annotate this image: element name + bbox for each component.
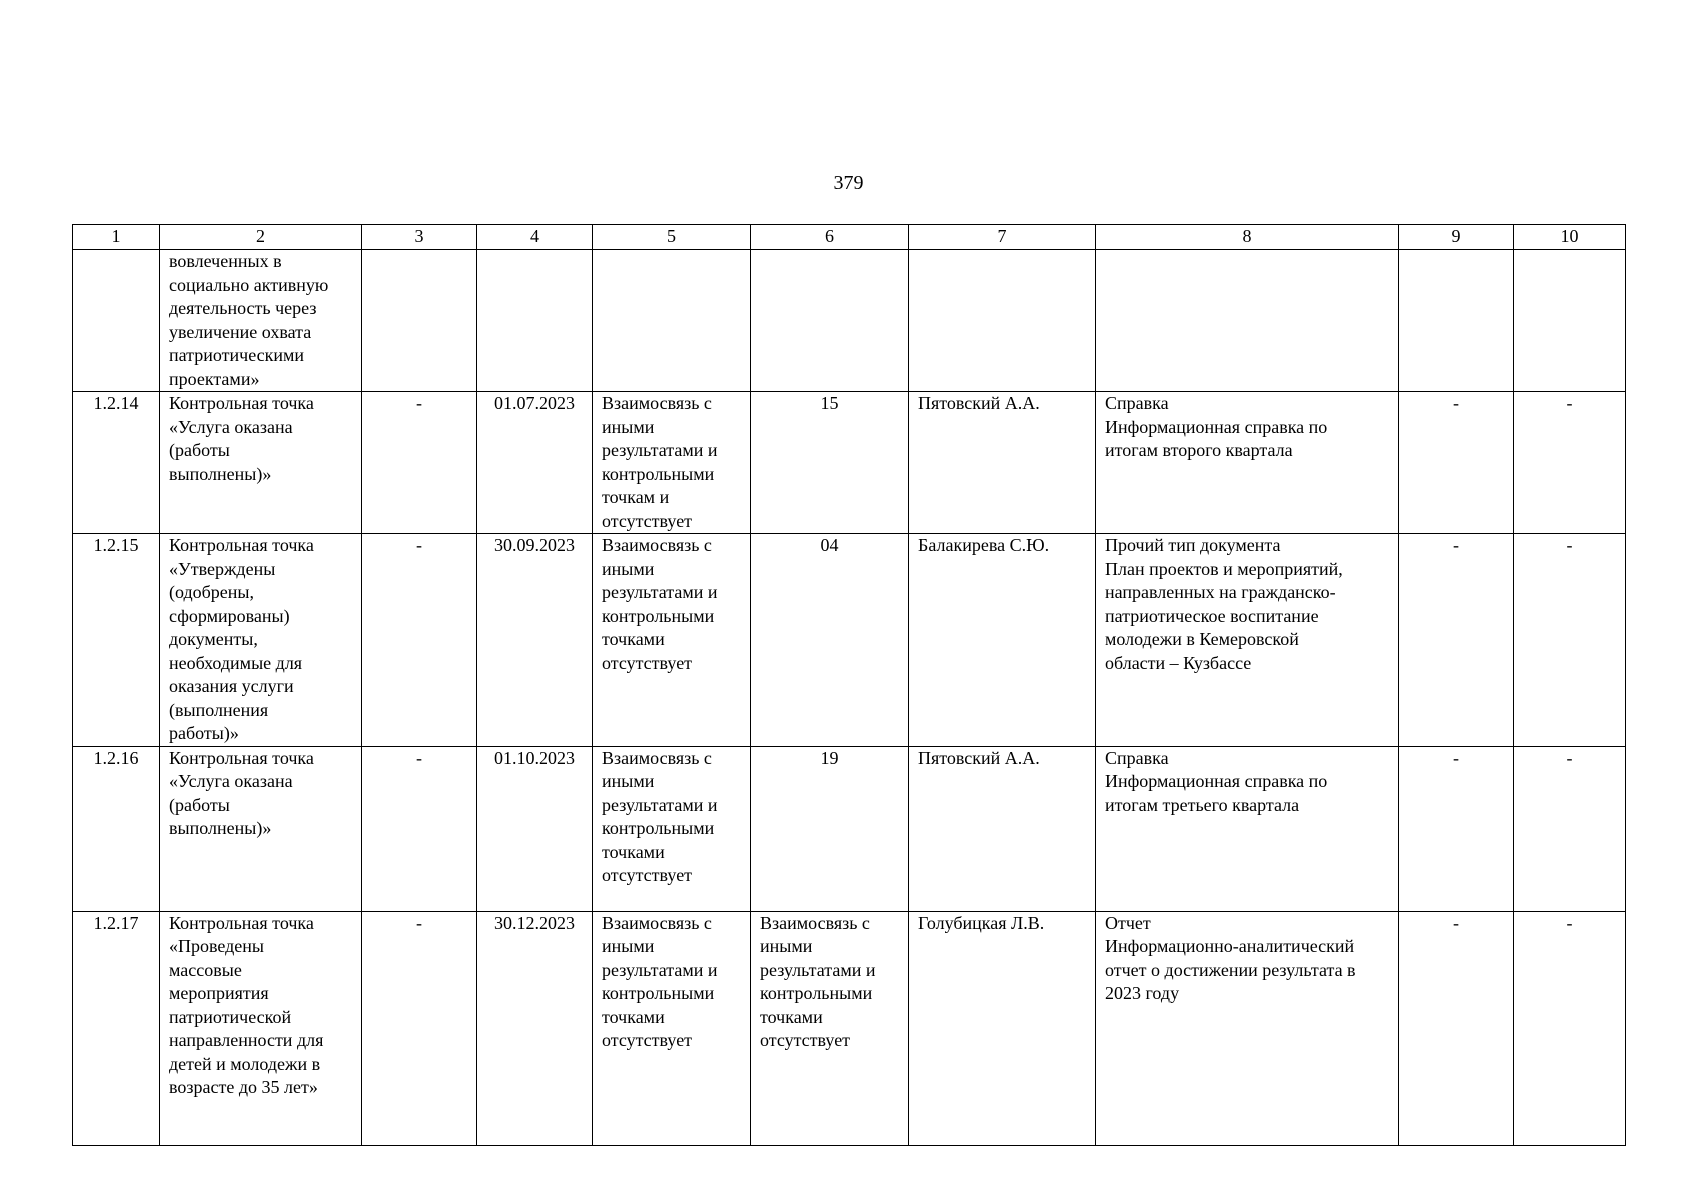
row-name: Контрольная точка «Услуга оказана (работы выполнены)» [160,392,362,534]
cell-col6 [751,250,909,392]
row-document: Прочий тип документа План проектов и мероприятий, направленных на гражданско- патриотическое воспитание молодежи в Кемеровской области – Кузбассе [1096,534,1399,747]
row-link: Взаимосвязь с иными результатами и контрольными точкам и отсутствует [593,392,751,534]
column-header: 3 [362,225,477,250]
cell-col10: - [1514,392,1626,534]
column-header: 10 [1514,225,1626,250]
row-date [477,250,593,392]
row-date: 30.12.2023 [477,911,593,1145]
control-points-table [72,224,1626,1146]
row-document: Справка Информационная справка по итогам второго квартала [1096,392,1399,534]
row-number: 1.2.15 [73,534,160,747]
page-number: 379 [833,172,864,194]
row-number: 1.2.14 [73,392,160,534]
row-date: 30.09.2023 [477,534,593,747]
cell-col9: - [1399,534,1514,747]
cell-col9: - [1399,911,1514,1145]
column-header: 1 [73,225,160,250]
column-header: 4 [477,225,593,250]
row-date: 01.10.2023 [477,746,593,911]
cell-col10: - [1514,746,1626,911]
table-row [73,392,1626,534]
table-row [73,911,1626,1145]
row-number: 1.2.16 [73,746,160,911]
cell-col9: - [1399,746,1514,911]
row-responsible: Голубицкая Л.В. [909,911,1096,1145]
row-link [593,250,751,392]
table-row [73,534,1626,747]
row-name: Контрольная точка «Утверждены (одобрены, сформированы) документы, необходимые для оказания услуги (выполнения работы)» [160,534,362,747]
table-row [73,250,1626,392]
row-responsible: Пятовский А.А. [909,746,1096,911]
cell-col3: - [362,534,477,747]
row-name: Контрольная точка «Услуга оказана (работы выполнены)» [160,746,362,911]
table-row [73,746,1626,911]
column-number-row [73,225,1626,250]
cell-col3: - [362,911,477,1145]
cell-col3 [362,250,477,392]
row-number [73,250,160,392]
cell-col9: - [1399,392,1514,534]
column-header: 8 [1096,225,1399,250]
cell-col6: 19 [751,746,909,911]
cell-col9 [1399,250,1514,392]
cell-col6: 04 [751,534,909,747]
cell-col10: - [1514,911,1626,1145]
row-link: Взаимосвязь с иными результатами и контрольными точками отсутствует [593,534,751,747]
row-date: 01.07.2023 [477,392,593,534]
cell-col6: 15 [751,392,909,534]
row-name: вовлеченных в социально активную деятельность через увеличение охвата патриотическими проектами» [160,250,362,392]
cell-col3: - [362,392,477,534]
row-responsible: Пятовский А.А. [909,392,1096,534]
row-responsible [909,250,1096,392]
column-header: 6 [751,225,909,250]
row-responsible: Балакирева С.Ю. [909,534,1096,747]
cell-col3: - [362,746,477,911]
row-document: Справка Информационная справка по итогам третьего квартала [1096,746,1399,911]
row-document [1096,250,1399,392]
cell-col10 [1514,250,1626,392]
cell-col10: - [1514,534,1626,747]
column-header: 9 [1399,225,1514,250]
cell-col6: Взаимосвязь с иными результатами и контрольными точками отсутствует [751,911,909,1145]
row-document: Отчет Информационно-аналитический отчет о достижении результата в 2023 году [1096,911,1399,1145]
row-link: Взаимосвязь с иными результатами и контрольными точками отсутствует [593,746,751,911]
row-link: Взаимосвязь с иными результатами и контрольными точками отсутствует [593,911,751,1145]
column-header: 2 [160,225,362,250]
row-number: 1.2.17 [73,911,160,1145]
column-header: 7 [909,225,1096,250]
column-header: 5 [593,225,751,250]
row-name: Контрольная точка «Проведены массовые мероприятия патриотической направленности для детей и молодежи в возрасте до 35 лет» [160,911,362,1145]
